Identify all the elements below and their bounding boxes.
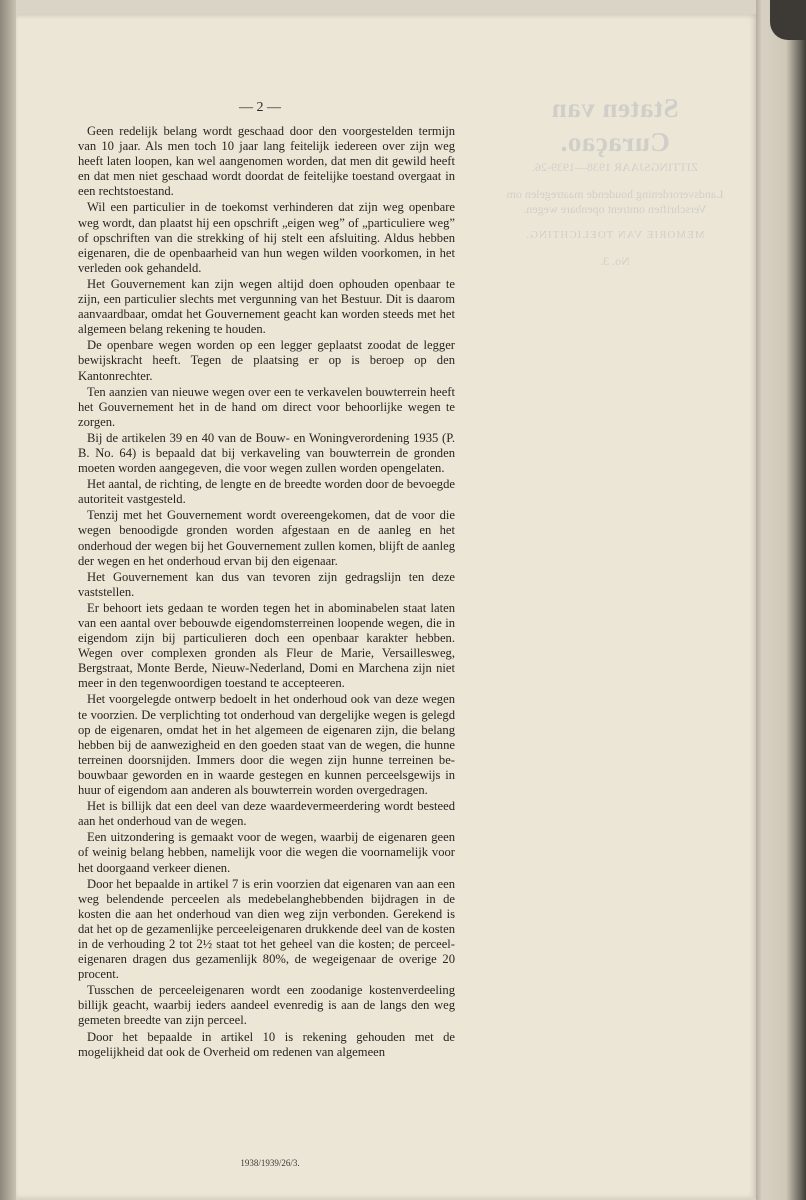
paragraph: Geen redelijk belang wordt geschaad door den voorgestelden termijn van 10 jaar. Als men toch 10 jaar lang feitelijk iedereen over zijn weg heeft laten loopen, kan wel aangenomen worden, dat men dit gewild heeft en dat men niet geschaad wordt doordat de feitelijke toestand overgaat in een rechtstoestand. (78, 124, 455, 199)
paragraph: Het Gouvernement kan zijn wegen altijd doen ophouden openbaar te zijn, een particulier slechts met vergunning van het Bestuur. Dit is daarom aanvaardbaar, omdat het Gouvernement geacht kan worden steeds met het algemeen belang rekening te houden. (78, 276, 455, 337)
paragraph: Een uitzondering is gemaakt voor de wegen, waarbij de eigenaren geen of weinig belang hebben, namelijk voor die wegen die voornamelijk voor het doorgaand verkeer dienen. (78, 830, 455, 875)
document-code: 1938/1939/26/3. (240, 1158, 300, 1168)
paragraph: Het voorgelegde ontwerp bedoelt in het onderhoud ook van deze wegen te voorzien. De verplichting tot onderhoud van dergelijke wegen is gelegd op de eigenaren, omdat het in het algemeen de eigenaren zijn, die belang hebben bij de aanwezigheid en den goeden staat van de wegen, die hunne terreinen doorsnijden. Immers door die wegen zijn hunne terreinen bebouwbaar geworden en in waarde gestegen en kunnen perceelsgewijs in huur of eigendom aan anderen als bouwterrein worden overgedragen. (78, 692, 455, 798)
show-through-line: Landsverordening houdende maatregelen om (506, 186, 724, 201)
body-text (78, 124, 455, 1061)
show-through-line: No. 3. (600, 254, 630, 269)
paragraph: Door het bepaalde in artikel 10 is rekening gehouden met de mogelijkheid dat ook de Overheid om redenen van algemeen (78, 1029, 455, 1059)
paragraph: Tusschen de perceeleigenaren wordt een zoodanige kostenverdeeling billijk geacht, waarbij ieders aandeel evenredig is aan de langs den weg gemeten breedte van zijn perceel. (78, 983, 455, 1028)
paragraph: Wil een particulier in de toekomst verhinderen dat zijn weg openbare weg wordt, dan plaatst hij een opschrift „eigen weg” of „particuliere weg” of opschriften van die strekking of hij stelt een afsluiting. Aldus hebben eigenaren, die de openbaarheid van hun wegen wilden voorkomen, in het verleden ook gehandeld. (78, 200, 455, 275)
paragraph: Er behoort iets gedaan te worden tegen het in abominabelen staat laten van een aantal over bebouwde eigendomsterreinen loopende wegen, die in eigendom zijn bij particulieren doch een openbaar karakter hebben. Wegen over complexen gronden als Fleur de Marie, Versaillesweg, Bergstraat, Monte Berde, Nieuw-Nederland, Domi en Marchena zijn niet meer in den tegenwoordigen toestand te accepteeren. (78, 600, 455, 691)
paragraph: Door het bepaalde in artikel 7 is erin voorzien dat eigenaren van aan een weg belendende perceelen als medebelanghebbenden bijdragen in de kosten die aan het onderhoud van dien weg zijn verbonden. Gerekend is dat het op de gezamenlijke perceeleigenaren drukkende deel van de kosten in de verhouding 2 tot 2½ staat tot het geheel van die kosten; de perceel-eigenaren dragen dus gezamenlijk 80%, de wegeigenaar de overige 20 procent. (78, 876, 455, 982)
page-number: — 2 — (239, 100, 281, 115)
paragraph: De openbare wegen worden op een legger geplaatst zoodat de legger bewijskracht heeft. Tegen de plaatsing er op is beroep op den Kantonrechter. (78, 338, 455, 383)
show-through-line: MEMORIE VAN TOELICHTING. (525, 228, 705, 241)
paragraph: Ten aanzien van nieuwe wegen over een te verkavelen bouwterrein heeft het Gouvernement het in de hand om direct voor behoorlijke wegen te zorgen. (78, 384, 455, 429)
paragraph: Bij de artikelen 39 en 40 van de Bouw- en Woningverordening 1935 (P. B. No. 64) is bepaald dat bij verkaveling van bouwterrein de gronden moeten worden aangegeven, die voor wegen zullen worden opengelaten. (78, 430, 455, 476)
paragraph: Tenzij met het Gouvernement wordt overeengekomen, dat de voor die wegen benoodigde gronden worden afgestaan en de aanleg en het onderhoud der wegen bij het Gouvernement zullen komen, blijft de aanleg der wegen en het onderhoud ervan bij den eigenaar. (78, 508, 455, 568)
binding-edge (0, 0, 16, 1200)
book-edge-shadow (770, 0, 806, 40)
show-through-text (500, 92, 730, 269)
show-through-title: Staten van Curaçao. (551, 93, 679, 157)
show-through-line: ZITTINGSJAAR 1938—1939-26. (532, 159, 698, 174)
show-through-line: Verschriften omtrent openbare wegen. (523, 201, 707, 216)
paragraph: Het Gouvernement kan dus van tevoren zijn gedragslijn ten deze vaststellen. (78, 569, 455, 599)
book-edge (756, 0, 806, 1200)
paragraph: Het is billijk dat een deel van deze waardevermeerdering wordt besteed aan het onderhoud van de wegen. (78, 799, 455, 829)
paragraph: Het aantal, de richting, de lengte en de breedte worden door de bevoegde autoriteit vastgesteld. (78, 477, 455, 507)
